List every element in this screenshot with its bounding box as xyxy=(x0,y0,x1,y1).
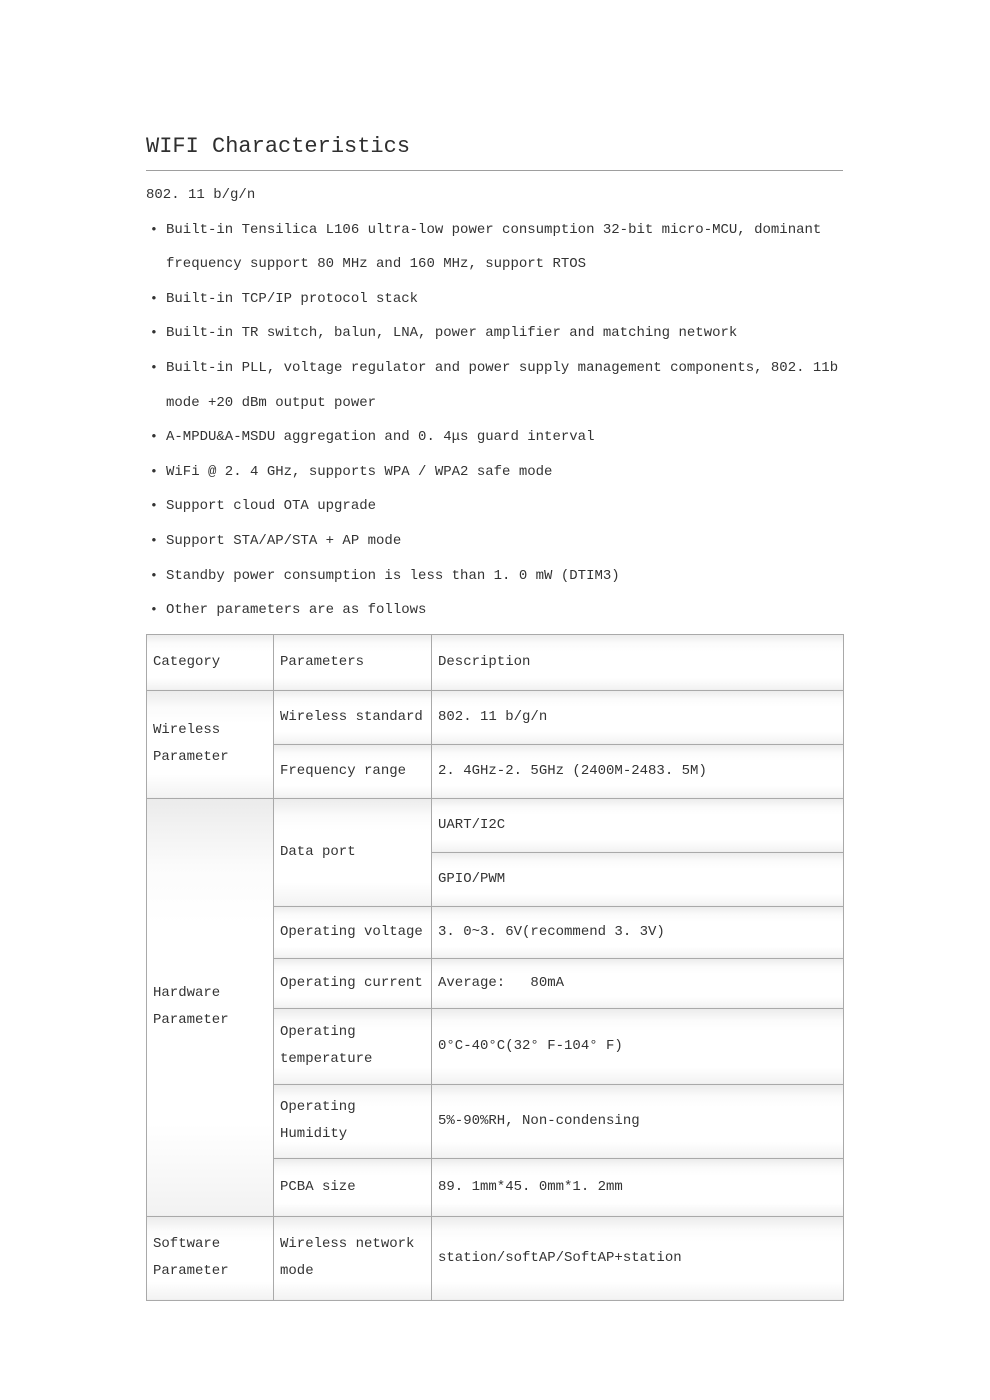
list-item xyxy=(146,455,843,490)
desc-pcba-size: 89. 1mm*45. 0mm*1. 2mm xyxy=(432,1158,844,1216)
parameters-table xyxy=(146,634,844,1301)
table-row xyxy=(147,1216,844,1300)
list-item-text: Support STA/AP/STA + AP mode xyxy=(166,532,402,549)
list-item-continuation xyxy=(146,386,843,421)
list-item-text: mode +20 dBm output power xyxy=(166,394,377,411)
desc-operating-voltage: 3. 0~3. 6V(recommend 3. 3V) xyxy=(432,906,844,958)
subtitle-standard: 802. 11 b/g/n xyxy=(146,187,256,203)
list-item xyxy=(146,213,843,248)
desc-data-port-uart-i2c: UART/I2C xyxy=(432,798,844,852)
table-row xyxy=(147,690,844,744)
bullet-icon: • xyxy=(150,567,158,583)
list-item-text: frequency support 80 MHz and 160 MHz, support RTOS xyxy=(166,256,587,273)
desc-data-port-gpio-pwm: GPIO/PWM xyxy=(432,852,844,906)
bullet-icon: • xyxy=(150,602,158,618)
list-item xyxy=(146,316,843,351)
list-item-text: Built-in Tensilica L106 ultra-low power consumption 32-bit micro-MCU, dominant xyxy=(166,221,822,238)
list-item xyxy=(146,351,843,386)
desc-operating-humidity: 5%-90%RH, Non-condensing xyxy=(432,1084,844,1158)
page-content xyxy=(146,0,843,1301)
param-data-port: Data port xyxy=(274,798,432,906)
bullet-icon: • xyxy=(150,532,158,548)
list-item xyxy=(146,524,843,559)
bullet-icon: • xyxy=(150,429,158,445)
desc-operating-current: Average: 80mA xyxy=(432,958,844,1008)
bullet-spacer xyxy=(146,247,166,282)
list-item xyxy=(146,489,843,524)
param-operating-voltage: Operating voltage xyxy=(274,906,432,958)
param-operating-current: Operating current xyxy=(274,958,432,1008)
param-wireless-standard: Wireless standard xyxy=(274,690,432,744)
param-pcba-size: PCBA size xyxy=(274,1158,432,1216)
list-item-text: Support cloud OTA upgrade xyxy=(166,498,377,515)
list-item-continuation xyxy=(146,247,843,282)
desc-wireless-network-mode: station/softAP/SoftAP+station xyxy=(432,1216,844,1300)
list-item xyxy=(146,420,843,455)
category-hardware-parameter: Hardware Parameter xyxy=(147,798,274,1216)
list-item-text: A-MPDU&A-MSDU aggregation and 0. 4μs guard interval xyxy=(166,429,595,446)
param-operating-temperature: Operating temperature xyxy=(274,1008,432,1084)
table-header-row xyxy=(147,634,844,690)
header-parameters: Parameters xyxy=(274,634,432,690)
bullet-icon: • xyxy=(150,463,158,479)
bullet-icon: • xyxy=(150,290,158,306)
header-description: Description xyxy=(432,634,844,690)
list-item-text: WiFi @ 2. 4 GHz, supports WPA / WPA2 safe mode xyxy=(166,463,553,480)
feature-list xyxy=(146,213,843,628)
header-category: Category xyxy=(147,634,274,690)
desc-operating-temperature: 0°C-40°C(32° F-104° F) xyxy=(432,1008,844,1084)
bullet-spacer xyxy=(146,386,166,421)
param-frequency-range: Frequency range xyxy=(274,744,432,798)
title-divider xyxy=(146,170,843,171)
table-row xyxy=(147,798,844,852)
list-item-text: Standby power consumption is less than 1. 0 mW (DTIM3) xyxy=(166,567,620,584)
bullet-icon: • xyxy=(150,359,158,375)
list-item-text: Built-in PLL, voltage regulator and power supply management components, 802. 11b xyxy=(166,359,839,376)
bullet-icon: • xyxy=(150,325,158,341)
desc-wireless-standard: 802. 11 b/g/n xyxy=(432,690,844,744)
list-item-text: Built-in TCP/IP protocol stack xyxy=(166,290,419,307)
category-software-parameter: Software Parameter xyxy=(147,1216,274,1300)
param-wireless-network-mode: Wireless network mode xyxy=(274,1216,432,1300)
list-item-text: Other parameters are as follows xyxy=(166,602,427,619)
desc-frequency-range: 2. 4GHz-2. 5GHz (2400M-2483. 5M) xyxy=(432,744,844,798)
category-wireless-parameter: Wireless Parameter xyxy=(147,690,274,798)
list-item xyxy=(146,559,843,594)
param-operating-humidity: Operating Humidity xyxy=(274,1084,432,1158)
bullet-icon: • xyxy=(150,498,158,514)
bullet-icon: • xyxy=(150,221,158,237)
list-item xyxy=(146,593,843,628)
list-item-text: Built-in TR switch, balun, LNA, power amplifier and matching network xyxy=(166,325,738,342)
list-item xyxy=(146,282,843,317)
page-title: WIFI Characteristics xyxy=(146,134,411,159)
